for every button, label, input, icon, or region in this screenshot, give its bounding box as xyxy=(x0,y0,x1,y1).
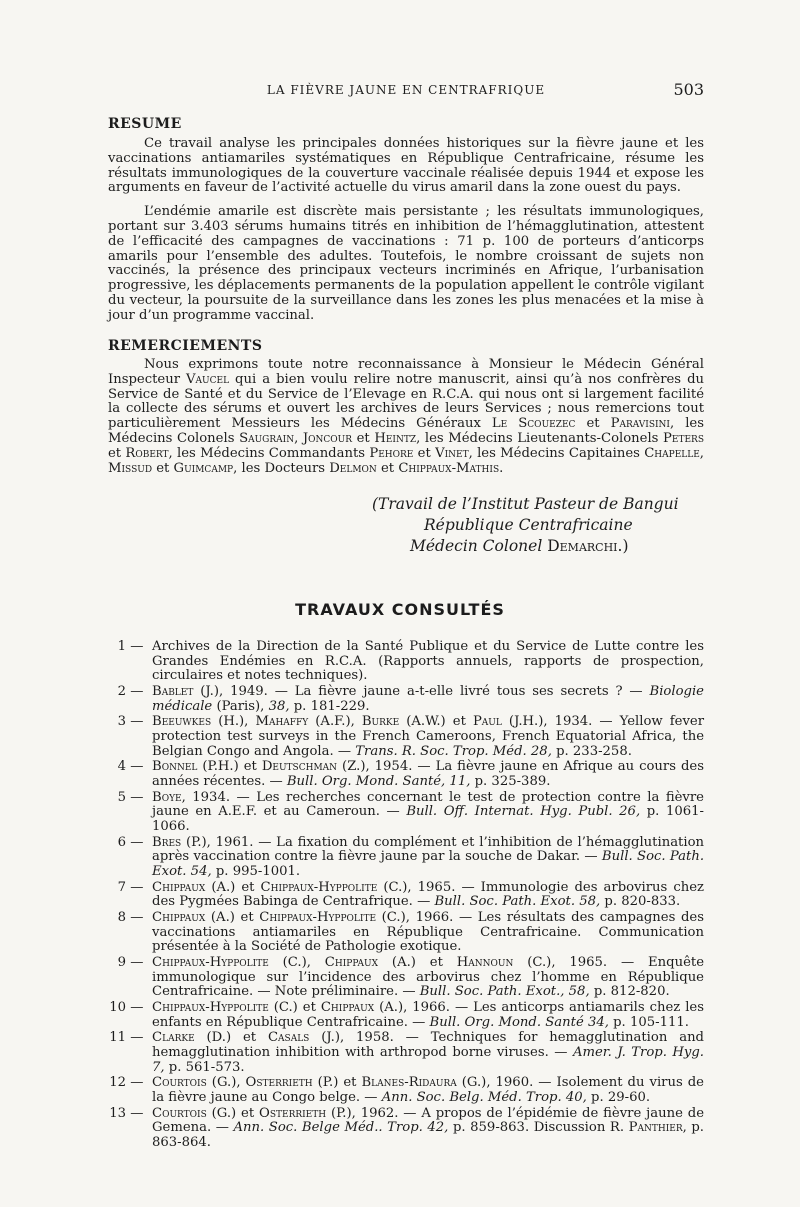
ack-name: Robert xyxy=(125,445,169,461)
reference-fragment: p. 812-820. xyxy=(589,984,670,1000)
reference-author: Boye xyxy=(152,789,182,805)
reference-number: 13 — xyxy=(109,1105,144,1121)
reference-fragment: p. 181-229. xyxy=(289,698,370,714)
ack-text: . xyxy=(499,460,504,476)
ack-name: Missud xyxy=(108,460,153,476)
reference-fragment: , 1934. — Les recherches concernant le test de protection contre la fièvre jaune en A.E.F. et au Cameroun. — xyxy=(152,789,704,820)
reference-text xyxy=(152,881,704,910)
reference-author: Courtois xyxy=(152,1105,207,1121)
reference-text xyxy=(152,685,704,714)
ack-text: qui a bien voulu relire notre manuscrit, ainsi qu’à nos confrères du Service de Santé et du Service de l’Elevage en R.C.A. qui nous ont si largement facilité la collecte des sérums et ouvert les archives de leurs Services ; nous remercions tout particulièrement Messieurs les Médecins Généraux xyxy=(108,371,705,432)
reference-number-text: 12 xyxy=(109,1075,126,1091)
reference-fragment: p. 1061-1066. xyxy=(152,804,704,834)
reference-author: Bres xyxy=(152,834,182,850)
reference-number: 2 — xyxy=(108,685,152,700)
reference-fragment: (C.), 1966. — Les résultats des campagnes des vaccinations antiamariles en République Centrafricaine. Communication présentée à la Société de Pathologie exotique. xyxy=(152,910,704,955)
reference-fragment: Archives de la Direction de la Santé Publique et du Service de Lutte contre les Grandes Endémies en R.C.A. (Rapports annuels, rapports de prospection, circulaires et notes techniques). xyxy=(152,639,704,684)
credit-author: Demarchi xyxy=(547,537,618,555)
reference-journal: Bull. Org. Mond. Santé 34, xyxy=(429,1014,609,1030)
credit-role: Médecin Colonel xyxy=(410,537,548,555)
credit-line-3 xyxy=(410,536,712,557)
credit-line-2: République Centrafricaine xyxy=(424,516,633,534)
running-head xyxy=(108,82,704,102)
reference-item xyxy=(108,911,704,955)
reference-fragment: (A.), 1966. — Les anticorps antiamarils chez les enfants en République Centrafricaine. — xyxy=(152,999,704,1030)
reference-journal: Bull. Soc. Path. Exot., 58, xyxy=(419,984,590,1000)
reference-text xyxy=(152,715,704,759)
running-title: LA FIÈVRE JAUNE EN CENTRAFRIQUE xyxy=(266,83,546,97)
resume-heading: RESUME xyxy=(108,116,182,132)
reference-item xyxy=(108,1107,704,1151)
reference-number-text: 8 xyxy=(117,910,126,925)
ack-text: et xyxy=(352,430,375,446)
reference-item xyxy=(108,760,704,789)
ack-text: et xyxy=(152,460,174,476)
reference-author: Blanes-Ridaura xyxy=(361,1075,457,1091)
reference-fragment: (J.), 1949. — La fièvre jaune a-t-elle livré tous ses secrets ? — xyxy=(193,683,650,699)
reference-item xyxy=(108,1031,704,1075)
reference-number: 1 — xyxy=(108,640,152,655)
reference-text xyxy=(152,836,704,880)
reference-author: Chippaux xyxy=(152,910,206,925)
reference-fragment: p. 233-258. xyxy=(551,743,632,759)
reference-fragment: p. 561-573. xyxy=(164,1059,245,1075)
reference-item xyxy=(108,881,704,910)
reference-author: Paul xyxy=(472,714,502,730)
reference-text xyxy=(152,640,704,684)
ack-name: Heintz xyxy=(374,430,417,446)
reference-fragment: (Paris), xyxy=(212,698,269,714)
reference-item xyxy=(108,956,704,1000)
reference-number-text: 2 xyxy=(117,683,126,699)
reference-fragment: (G.), xyxy=(206,1075,246,1091)
reference-fragment: (C.) et xyxy=(268,999,321,1015)
reference-author: Courtois xyxy=(152,1075,207,1091)
ack-text: et xyxy=(108,445,126,461)
ack-name: Chippaux-Mathis xyxy=(398,460,500,476)
ack-name: Pehore xyxy=(369,445,414,461)
reference-text xyxy=(152,760,704,789)
reference-number: 7 — xyxy=(108,881,152,896)
remerciements-paragraph xyxy=(108,358,704,476)
reference-author: Osterrieth xyxy=(259,1105,327,1121)
references-list xyxy=(108,640,704,1152)
reference-author: Panthier xyxy=(628,1120,683,1136)
reference-item xyxy=(108,836,704,880)
reference-journal: Bull. Soc. Path. Exot. 54, xyxy=(152,849,705,879)
reference-number-text: 3 xyxy=(117,714,126,730)
reference-number: 5 — xyxy=(108,791,152,806)
reference-text xyxy=(152,911,704,955)
ack-text: et xyxy=(376,460,399,476)
reference-author: Clarke xyxy=(152,1030,195,1046)
reference-author: Chippaux-Hyppolite xyxy=(152,999,269,1015)
reference-fragment: p. 105-111. xyxy=(608,1014,689,1030)
reference-author: Bonnel xyxy=(152,759,198,775)
reference-text xyxy=(152,956,704,1000)
reference-fragment: (P.H.) et xyxy=(197,759,262,775)
reference-author: Chippaux-Hyppolite xyxy=(260,879,378,895)
reference-author: Hannoun xyxy=(456,954,514,970)
reference-author: Mahaffy xyxy=(255,714,309,730)
reference-author: Chippaux-Hyppolite xyxy=(259,910,377,925)
reference-author: Burke xyxy=(361,714,400,730)
reference-author: Deutschman xyxy=(261,759,338,775)
reference-fragment: (C.), 1965. — Enquête immunologique sur l’incidence des arbovirus chez l’homme en République Centrafricaine. — Note préliminaire. — xyxy=(152,954,704,1000)
reference-number-text: 5 xyxy=(117,789,126,805)
ack-text: et xyxy=(413,445,436,461)
page-number: 503 xyxy=(673,80,704,99)
ack-name: Guimcamp xyxy=(173,460,234,476)
reference-number-text: 10 xyxy=(109,999,126,1015)
reference-fragment: (P.) et xyxy=(312,1075,362,1091)
reference-journal: Ann. Soc. Belge Méd.. Trop. 42, xyxy=(233,1120,449,1136)
reference-item xyxy=(108,685,704,714)
reference-number: 6 — xyxy=(108,836,152,851)
resume-section xyxy=(108,116,704,324)
reference-fragment: (J.), 1958. — Techniques for hemagglutination and hemagglutination inhibition with arthropod borne viruses. — xyxy=(152,1030,705,1060)
ack-name: Vaucel xyxy=(186,371,230,387)
reference-number-text: 7 xyxy=(117,879,126,895)
reference-text xyxy=(152,1001,704,1030)
reference-number-text: 9 xyxy=(117,954,126,970)
reference-fragment: p. 325-389. xyxy=(470,773,551,789)
remerciements-section xyxy=(108,338,704,476)
reference-journal: Bull. Off. Internat. Hyg. Publ. 26, xyxy=(406,804,641,820)
reference-journal: Bull. Org. Mond. Santé, 11, xyxy=(286,773,471,789)
reference-number-text: 1 xyxy=(117,639,126,654)
reference-fragment: (G.), 1960. — Isolement du virus de la fièvre jaune au Congo belge. — xyxy=(152,1075,704,1105)
reference-number-text: 4 xyxy=(117,759,126,775)
reference-fragment: (D.) et xyxy=(194,1030,268,1046)
reference-number: 10 — xyxy=(109,999,144,1015)
reference-item xyxy=(108,1001,704,1030)
reference-journal: Trans. R. Soc. Trop. Méd. 28, xyxy=(355,743,552,759)
ack-text: et xyxy=(575,416,611,432)
resume-paragraph-2: L’endémie amarile est discrète mais persistante ; les résultats immunologiques, portant sur 3.403 sérums humains titrés en inhibition de l’hémagglutination, attestent de l’efficacité des campagnes de vaccinations : 71 p. 100 de porteurs d’anticorps amarils pour l’ensemble des adultes. Toutefois, le nombre croissant de sujets non vaccinés, la présence des principaux vecteurs incriminés en Afrique, l’urbanisation progressive, les déplacements permanents de la population appellent le contrôle vigilant du vecteur, la poursuite de la surveillance dans les zones les plus menacées et la mise à jour d’un programme vaccinal. xyxy=(108,204,704,323)
reference-author: Chippaux-Hyppolite xyxy=(152,954,269,970)
ack-text: , les Médecins Colonels xyxy=(108,416,704,446)
reference-text xyxy=(152,1076,704,1105)
reference-author: Beeuwkes xyxy=(152,714,212,730)
reference-fragment: (G.) et xyxy=(206,1105,260,1121)
reference-fragment: (A.) et xyxy=(378,954,457,970)
reference-fragment: (Z.), 1954. — La fièvre jaune en Afrique au cours des années récentes. — xyxy=(152,759,704,789)
ack-name: Paravisini xyxy=(610,416,670,432)
ack-text: , xyxy=(294,430,303,446)
reference-author: Chippaux xyxy=(152,879,206,895)
reference-fragment: (C.), 1965. — Immunologie des arbovirus chez des Pygmées Babinga de Centrafrique. — xyxy=(152,879,704,910)
reference-fragment: (A.) et xyxy=(205,879,261,895)
reference-item xyxy=(108,640,704,684)
ack-name: Peters xyxy=(663,430,704,446)
reference-author: Chippaux xyxy=(324,954,379,970)
reference-journal: Biologie médicale xyxy=(152,683,704,714)
reference-fragment: (J.H.), 1934. — Yellow fever protection test surveys in the French Cameroons, French Equatorial Africa, the Belgian Congo and Angola. — xyxy=(152,714,705,759)
reference-fragment: (H.), xyxy=(211,714,256,730)
reference-item xyxy=(108,1076,704,1105)
reference-journal: Amer. J. Trop. Hyg. 7, xyxy=(152,1044,704,1075)
reference-fragment: p. 859-863. Discussion R. xyxy=(448,1120,629,1136)
reference-journal: 38, xyxy=(268,698,290,714)
ack-name: Saugrain xyxy=(239,430,295,446)
reference-number-text: 13 xyxy=(109,1105,126,1121)
credit-end: .) xyxy=(617,537,629,555)
reference-author: Chippaux xyxy=(320,999,375,1015)
reference-number: 8 — xyxy=(108,911,152,926)
reference-number-text: 6 xyxy=(117,834,126,850)
reference-journal: Ann. Soc. Belg. Méd. Trop. 40, xyxy=(381,1089,587,1105)
ack-name: Le Scouezec xyxy=(491,416,576,432)
ack-name: Chapelle xyxy=(644,445,700,461)
reference-fragment: p. 995-1001. xyxy=(211,863,301,879)
reference-fragment: p. 29-60. xyxy=(586,1089,651,1105)
ack-text: , les Docteurs xyxy=(233,460,330,476)
ack-name: Vinet xyxy=(435,445,469,461)
institution-credit xyxy=(372,494,712,557)
reference-fragment: (P.), 1961. — La fixation du complément et l’inhibition de l’hémagglutination après vaccination contre la fièvre jaune par la souche de Dakar. — xyxy=(152,834,704,865)
references-heading: TRAVAUX CONSULTÉS xyxy=(295,600,505,619)
ack-text: , les Médecins Lieutenants-Colonels xyxy=(416,430,664,446)
reference-item xyxy=(108,715,704,759)
ack-name: Delmon xyxy=(329,460,377,476)
reference-author: Casals xyxy=(267,1030,310,1046)
reference-number: 3 — xyxy=(108,715,152,730)
reference-number: 4 — xyxy=(108,760,152,775)
reference-text xyxy=(152,1107,704,1151)
reference-fragment: (A.F.), xyxy=(308,714,362,730)
reference-number: 11 — xyxy=(109,1030,144,1046)
ack-text: , xyxy=(699,445,704,461)
reference-fragment: p. 820-833. xyxy=(600,894,681,910)
ack-text: , les Médecins Capitaines xyxy=(468,445,645,461)
reference-item xyxy=(108,791,704,835)
reference-text xyxy=(152,791,704,835)
reference-number-text: 11 xyxy=(109,1030,126,1046)
reference-text xyxy=(152,1031,704,1075)
ack-name: Joncour xyxy=(302,430,353,446)
reference-number: 12 — xyxy=(109,1075,144,1091)
reference-fragment: (A.W.) et xyxy=(399,714,473,730)
reference-author: Osterrieth xyxy=(245,1075,313,1091)
remerciements-heading: REMERCIEMENTS xyxy=(108,338,263,354)
reference-fragment: (P.), 1962. — A propos de l’épidémie de fièvre jaune de Gemena. — xyxy=(152,1105,704,1136)
reference-fragment: , p. 863-864. xyxy=(152,1120,705,1150)
reference-fragment: (C.), xyxy=(268,954,325,970)
credit-line-1: (Travail de l’Institut Pasteur de Bangui xyxy=(372,495,679,513)
reference-fragment: (A.) et xyxy=(205,910,260,925)
resume-paragraph-1: Ce travail analyse les principales données historiques sur la fièvre jaune et les vaccinations antiamariles systématiques en République Centrafricaine, résume les résultats immunologiques de la couverture vaccinale réalisée depuis 1944 et expose les arguments en faveur de l’activité actuelle du virus amaril dans la zone ouest du pays. xyxy=(108,136,704,196)
reference-journal: Bull. Soc. Path. Exot. 58, xyxy=(434,894,601,910)
ack-text: , les Médecins Commandants xyxy=(168,445,370,461)
reference-number: 9 — xyxy=(108,956,152,971)
reference-author: Bablet xyxy=(152,683,194,699)
ack-text: Nous exprimons toute notre reconnaissance à Monsieur le Médecin Général Inspecteur xyxy=(108,357,704,387)
